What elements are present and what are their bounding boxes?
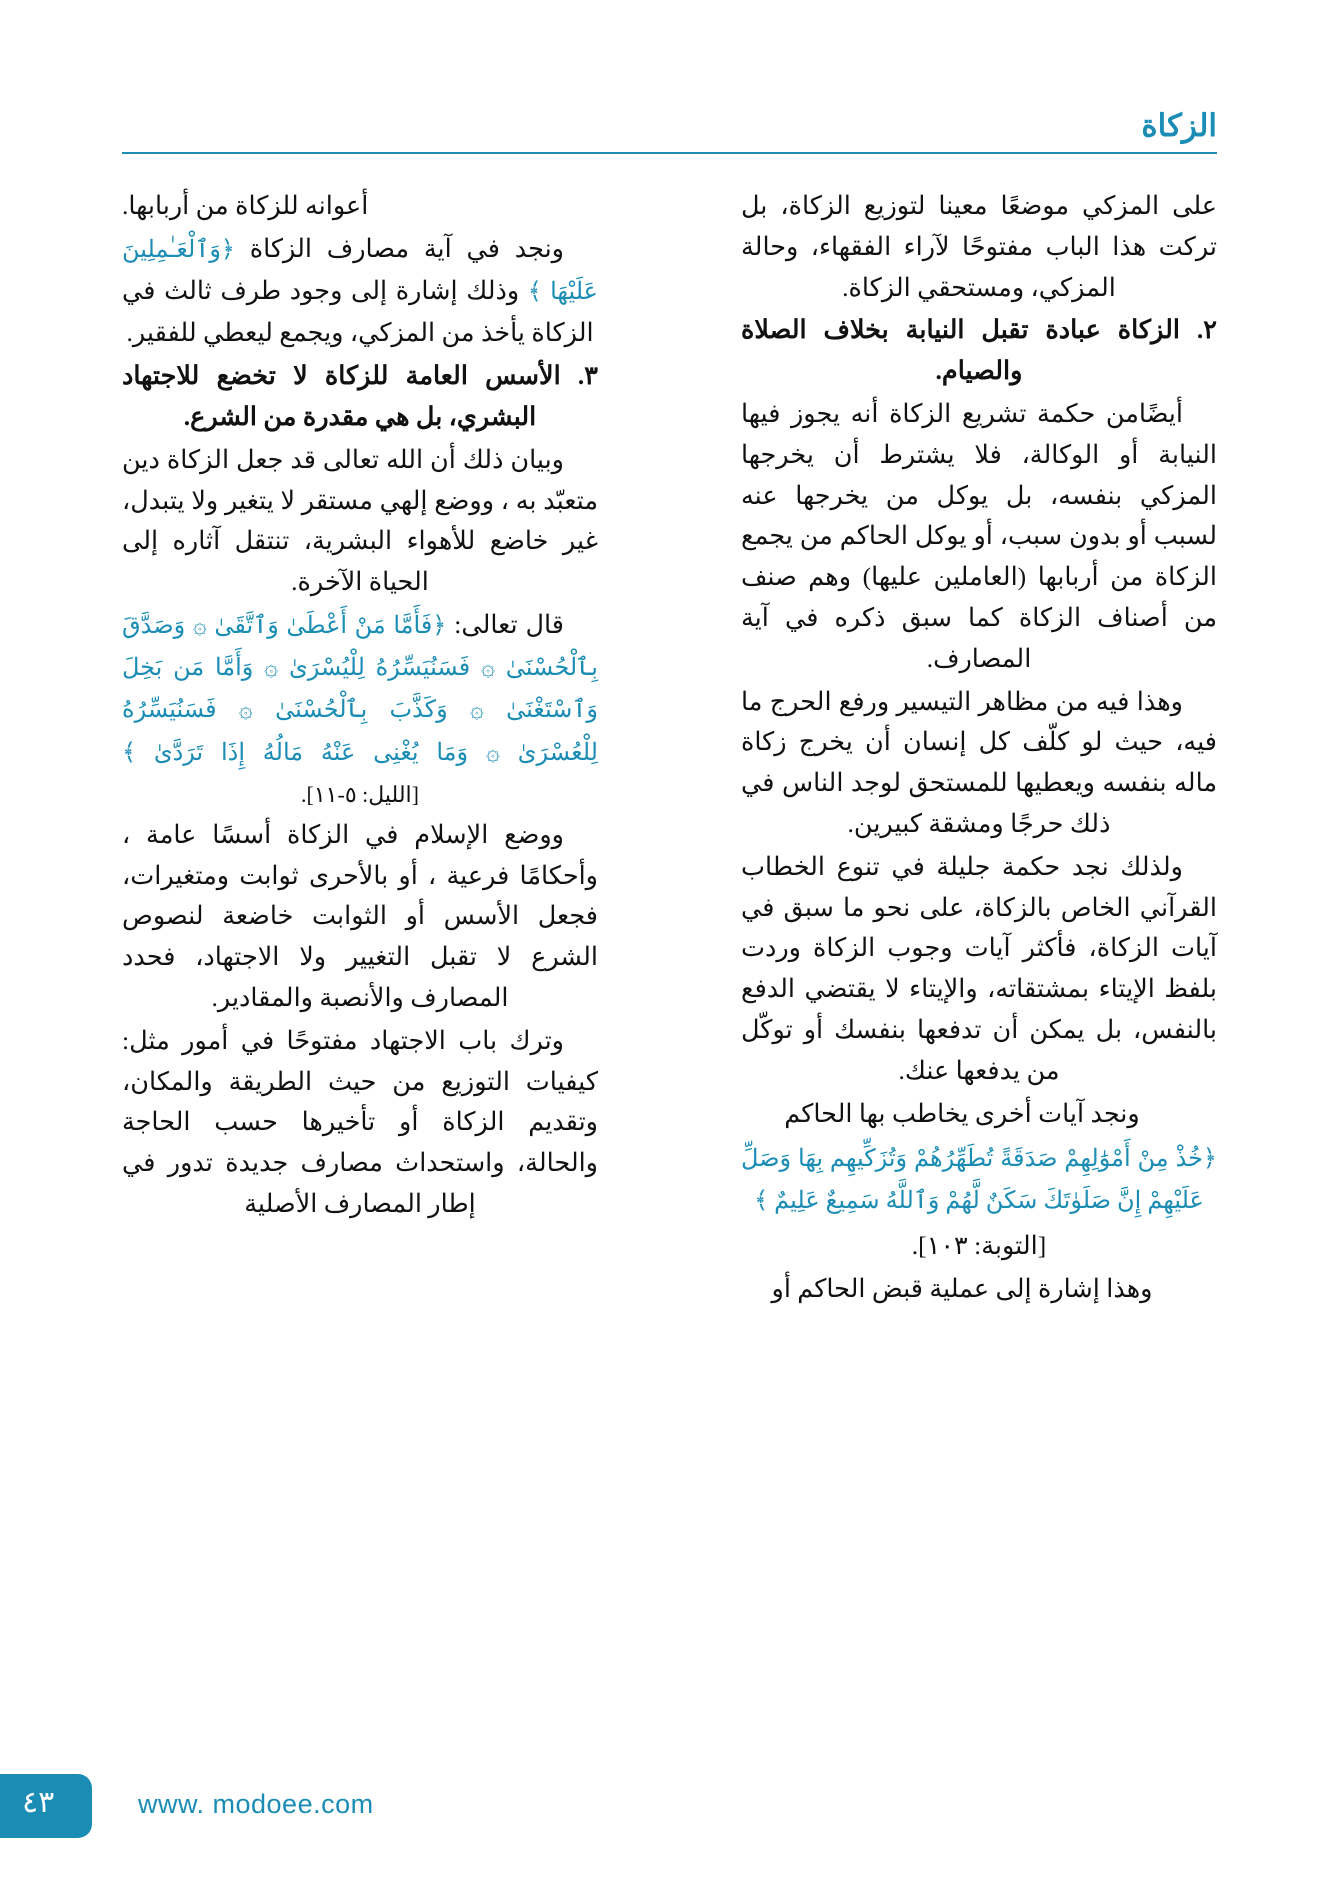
quran-reference: [الليل: ٥-١١]. <box>301 781 419 807</box>
quran-citation-lead: قال تعالى: ﴿فَأَمَّا مَنْ أَعْطَىٰ وَٱتَّقَىٰ ۞ وَصَدَّقَ بِٱلْحُسْنَىٰ ۞ فَسَنُيَسِّرُهُ لِلْيُسْرَىٰ ۞ وَأَمَّا مَن بَخِلَ وَٱسْتَغْنَىٰ ۞ وَكَذَّبَ بِٱلْحُسْنَىٰ ۞ فَسَنُيَسِّرُهُ لِلْعُسْرَىٰ ۞ وَمَا يُغْنِى عَنْهُ مَالُهُ إِذَا تَرَدَّىٰ ﴾[الليل: ٥-١١]. <box>122 609 598 807</box>
paragraph: أيضًامن حكمة تشريع الزكاة أنه يجوز فيها النيابة أو الوكالة، فلا يشترط أن يخرجها المزكي بنفسه، بل يوكل من يخرجها عنه لسبب أو بدون سبب، أو يوكل الحاكم من يجمع الزكاة من أربابها (العاملين عليها) وهم صنف من أصناف الزكاة كما سبق ذكره في آية المصارف. <box>741 398 1217 673</box>
heading-numbered: ٣. الأسس العامة للزكاة لا تخضع للاجتهاد البشري، بل هي مقدرة من الشرع. <box>122 361 598 431</box>
quran-inline: ﴿وَٱلْعَـٰمِلِينَ عَلَيْهَا ﴾ <box>122 236 598 306</box>
quran-reference: [التوبة: ١٠٣]. <box>911 1231 1047 1261</box>
paragraph-tail: وذلك إشارة إلى وجود طرف ثالث في الزكاة يأخذ من المزكي، ويجمع ليعطي للفقير. <box>122 276 594 348</box>
paragraph: أعوانه للزكاة من أربابها. <box>122 191 369 220</box>
page-number: ٤٣ <box>22 1786 55 1819</box>
footer-website-url[interactable]: www. modoee.com <box>138 1789 374 1819</box>
page-footer <box>0 1740 1339 1890</box>
paragraph: ونجد آيات أخرى يخاطب بها الحاكم <box>784 1098 1140 1128</box>
column-right <box>741 186 1217 1756</box>
paragraph-with-quran <box>122 229 598 354</box>
page-header <box>122 108 1217 162</box>
header-divider <box>122 152 1217 154</box>
paragraph: ولذلك نجد حكمة جليلة في تنوع الخطاب القرآني الخاص بالزكاة، على نحو ما سبق في آيات الزكاة، فأكثر آيات وجوب الزكاة وردت بلفظ الإيتاء بمشتقاته، والإيتاء لا يقتضي الدفع بالنفس، بل يمكن أن تدفعها بنفسك أو توكّل من يدفعها عنك. <box>741 851 1217 1085</box>
quran-inline: ﴿فَأَمَّا مَنْ أَعْطَىٰ وَٱتَّقَىٰ ۞ وَصَدَّقَ بِٱلْحُسْنَىٰ ۞ فَسَنُيَسِّرُهُ لِلْيُسْرَىٰ ۞ وَأَمَّا مَن بَخِلَ وَٱسْتَغْنَىٰ ۞ وَكَذَّبَ بِٱلْحُسْنَىٰ ۞ فَسَنُيَسِّرُهُ لِلْعُسْرَىٰ ۞ وَمَا يُغْنِى عَنْهُ مَالُهُ إِذَا تَرَدَّىٰ ﴾ <box>122 612 598 766</box>
heading-numbered: ٢. الزكاة عبادة تقبل النيابة بخلاف الصلاة والصيام. <box>741 315 1217 386</box>
paragraph: ووضع الإسلام في الزكاة أسسًا عامة ، وأحكامًا فرعية ، أو بالأحرى ثوابت ومتغيرات، فجعل الأسس أو الثوابت خاضعة لنصوص الشرع لا تقبل التغيير ولا الاجتهاد، فحدد المصارف والأنصبة والمقادير. <box>122 819 598 1012</box>
paragraph: على المزكي موضعًا معينا لتوزيع الزكاة، بل تركت هذا الباب مفتوحًا لآراء الفقهاء، وحالة المزكي، ومستحقي الزكاة. <box>741 191 1217 302</box>
paragraph: وترك باب الاجتهاد مفتوحًا في أمور مثل: كيفيات التوزيع من حيث الطريقة والمكان، وتقديم الزكاة أو تأخيرها حسب الحاجة والحالة، واستحداث مصارف جديدة تدور في إطار المصارف الأصلية <box>122 1025 598 1218</box>
paragraph: وهذا إشارة إلى عملية قبض الحاكم أو <box>771 1274 1153 1304</box>
column-left <box>122 186 598 1756</box>
quran-verse: ﴿خُذْ مِنْ أَمْوَٰلِهِمْ صَدَقَةً تُطَهِّرُهُمْ وَتُزَكِّيهِم بِهَا وَصَلِّ عَلَيْهِمْ إِنَّ صَلَوٰتَكَ سَكَنٌ لَّهُمْ وَٱللَّهُ سَمِيعٌ عَلِيمٌ ﴾ <box>741 1146 1217 1215</box>
paragraph: وهذا فيه من مظاهر التيسير ورفع الحرج ما فيه، حيث لو كلّف كل إنسان أن يخرج زكاة ماله بنفسه ويعطيها للمستحق لوجد الناس في ذلك حرجًا ومشقة كبيرين. <box>741 686 1217 838</box>
paragraph: وبيان ذلك أن الله تعالى قد جعل الزكاة دين متعبّد به ، ووضع إلهي مستقر لا يتغير ولا يتبدل، غير خاضع للأهواء البشرية، تنتقل آثاره إلى الحياة الآخرة. <box>122 444 598 597</box>
page-title: الزكاة <box>1141 108 1217 143</box>
body-columns <box>122 186 1217 1756</box>
paragraph-lead: ونجد في آية مصارف الزكاة <box>234 233 564 263</box>
